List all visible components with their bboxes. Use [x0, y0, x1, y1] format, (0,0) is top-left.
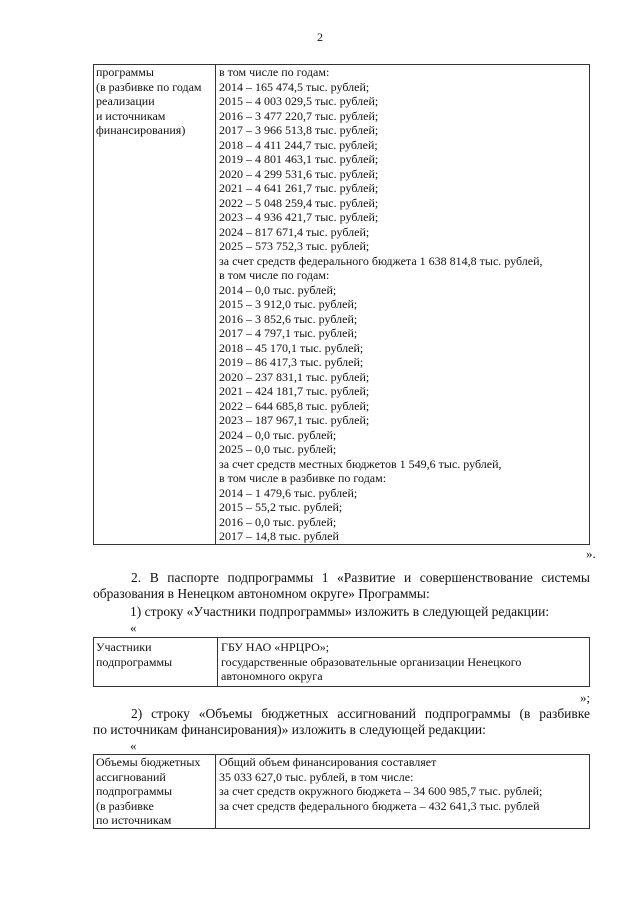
table1-left-cell — [94, 65, 216, 545]
table1-right-line: за счет средств местных бюджетов 1 549,6 тыс. рублей, — [219, 456, 502, 471]
table2-right-cell — [218, 638, 590, 687]
table1-right-line: в том числе по годам: — [219, 268, 330, 282]
table1-right-line: 2019 – 86 417,3 тыс. рублей; — [219, 355, 364, 369]
table1-right-line: 2014 – 0,0 тыс. рублей; — [219, 282, 337, 297]
table1-right-line: 2020 – 237 831,1 тыс. рублей; — [219, 369, 370, 384]
table3-right-line: Общий объем финансирования составляет — [219, 755, 437, 769]
table1-right-line: 2017 – 14,8 тыс. рублей — [219, 529, 339, 543]
table3-left-line: по источникам — [96, 813, 172, 827]
opening-quote-1: « — [130, 620, 137, 635]
table3-left-line: Объемы бюджетных — [96, 755, 201, 769]
paragraph-item-2-line-1: 2) строку «Объемы бюджетных ассигнований подпрограммы (в разбивке — [131, 706, 590, 721]
table1-right-line: 2015 – 55,2 тыс. рублей; — [219, 500, 343, 514]
table1-right-line: 2019 – 4 801 463,1 тыс. рублей; — [219, 152, 379, 166]
table1-right-line: 2022 – 5 048 259,4 тыс. рублей; — [219, 195, 379, 210]
table1-right-line: 2016 – 3 852,6 тыс. рублей; — [219, 311, 358, 326]
table1-right-line: 2016 – 0,0 тыс. рублей; — [219, 514, 337, 529]
table3-right-line: за счет средств окружного бюджета – 34 600 985,7 тыс. рублей; — [219, 784, 543, 798]
table1-right-line: 2023 – 4 936 421,7 тыс. рублей; — [219, 210, 379, 224]
page-number: 2 — [317, 30, 323, 44]
table1-right-line: 2016 – 3 477 220,7 тыс. рублей; — [219, 108, 379, 123]
table3-right-line: 35 033 627,0 тыс. рублей, в том числе: — [219, 769, 414, 784]
table1-right-line: 2021 – 4 641 261,7 тыс. рублей; — [219, 181, 379, 195]
budget-volumes-table — [93, 754, 590, 829]
table3-left-line: подпрограммы — [96, 784, 173, 798]
closing-quote-1: ». — [586, 546, 596, 561]
table2-left-line: Участники — [96, 640, 152, 654]
table1-left-line: (в разбивке по годам — [96, 79, 202, 94]
table1-right-line: 2015 – 3 912,0 тыс. рублей; — [219, 297, 358, 311]
table1-right-line: 2018 – 45 170,1 тыс. рублей; — [219, 340, 364, 355]
table1-right-line: 2025 – 0,0 тыс. рублей; — [219, 442, 337, 456]
table3-right-line — [219, 813, 589, 828]
passport-table-continued — [93, 64, 590, 545]
table1-right-line: 2018 – 4 411 244,7 тыс. рублей; — [219, 137, 378, 152]
table1-right-line: в том числе по годам: — [219, 65, 330, 79]
table1-right-line: 2017 – 4 797,1 тыс. рублей; — [219, 326, 358, 340]
table1-left-line: финансирования) — [96, 123, 186, 137]
table1-right-line: за счет средств федерального бюджета 1 638 814,8 тыс. рублей, — [219, 253, 543, 268]
paragraph-2-intro — [93, 570, 590, 602]
table1-right-line: в том числе в разбивке по годам: — [219, 471, 387, 485]
table3-left-line: (в разбивке — [96, 798, 154, 813]
paragraph-item-2 — [93, 706, 590, 738]
table3-left-line: ассигнований — [96, 769, 166, 784]
table2-right-line: государственные образовательные организации Ненецкого — [221, 654, 522, 669]
table1-right-line: 2024 – 817 671,4 тыс. рублей; — [219, 224, 370, 239]
table1-left-line: и источникам — [96, 108, 166, 123]
table1-right-line: 2017 – 3 966 513,8 тыс. рублей; — [219, 123, 379, 137]
closing-quote-2: »; — [580, 690, 591, 705]
table1-right-line: 2022 – 644 685,8 тыс. рублей; — [219, 398, 370, 413]
table3-right-line: за счет средств федерального бюджета – 432 641,3 тыс. рублей — [219, 798, 540, 813]
table3-left-cell — [94, 755, 216, 829]
table1-right-line: 2014 – 1 479,6 тыс. рублей; — [219, 485, 358, 500]
table2-right-line: автономного округа — [221, 669, 323, 683]
table3-right-cell — [216, 755, 590, 829]
paragraph-item-1: 1) строку «Участники подпрограммы» изложить в следующей редакции: — [130, 604, 550, 619]
table1-right-line: 2015 – 4 003 029,5 тыс. рублей; — [219, 94, 379, 108]
paragraph-item-2-line-2: по источникам финансирования)» изложить в следующей редакции: — [93, 722, 486, 737]
table1-right-line: 2020 – 4 299 531,6 тыс. рублей; — [219, 166, 379, 181]
table1-left-line: программы — [96, 65, 154, 79]
participants-table — [93, 637, 590, 687]
table1-left-line: реализации — [96, 94, 155, 108]
table1-right-line: 2025 – 573 752,3 тыс. рублей; — [219, 239, 370, 253]
table1-right-line: 2023 – 187 967,1 тыс. рублей; — [219, 413, 370, 427]
paragraph-2-line-2: образования в Ненецком автономном округе» Программы: — [93, 586, 430, 601]
paragraph-2-line-1: 2. В паспорте подпрограммы 1 «Развитие и совершенствование системы — [131, 570, 590, 585]
table1-right-line: 2024 – 0,0 тыс. рублей; — [219, 427, 337, 442]
table1-right-line: 2014 – 165 474,5 тыс. рублей; — [219, 79, 370, 94]
opening-quote-2: « — [130, 738, 137, 753]
table1-right-cell — [216, 65, 590, 545]
table1-right-line: 2021 – 424 181,7 тыс. рублей; — [219, 384, 370, 398]
table2-right-line: ГБУ НАО «НРЦРО»; — [221, 640, 330, 654]
table2-left-cell — [94, 638, 218, 687]
table2-left-line: подпрограммы — [96, 654, 173, 669]
